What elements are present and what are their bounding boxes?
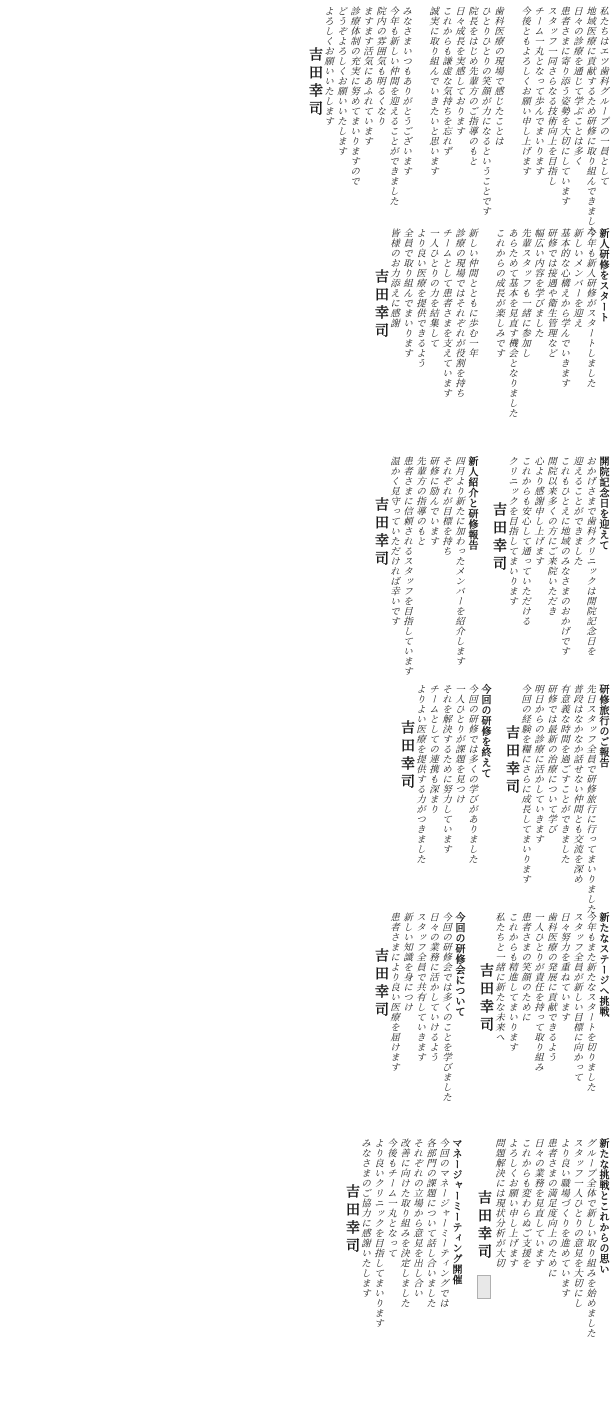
letter-line: クリニックを目指してまいります xyxy=(506,456,517,606)
letter-line: 患者さまの満足度向上のために xyxy=(545,1138,556,1278)
letter-line: どうぞよろしくお願いいたします xyxy=(335,6,346,156)
letter-line: 今回のマネージャーミーティングでは xyxy=(437,1138,448,1308)
letter-6a xyxy=(477,1138,608,1361)
letter-title: 研修旅行のご報告 xyxy=(597,684,608,768)
letter-line: 患者さまの笑顔のために xyxy=(519,912,530,1022)
letter-line: これもひとえに地域のみなさまのおかげです xyxy=(558,456,569,656)
letter-line: 新しいメンバーを迎え xyxy=(571,228,582,328)
letter-line: 先日スタッフ全員で研修旅行に行ってまいりました xyxy=(584,684,595,914)
letter-line: 日々の業務に活かしていけるよう xyxy=(427,912,438,1062)
letter-line: 今年もまた新たなスタートを切りました xyxy=(584,912,595,1092)
letter-title: 今回の研修を終えて xyxy=(479,684,490,779)
letter-line: 歯科医療の現場で感じたことは xyxy=(492,6,503,146)
letter-line: みなさまいつもありがとうございます xyxy=(400,6,411,176)
seal-stamp xyxy=(477,1275,491,1299)
letter-line: 歯科医療の発展に貢献できるよう xyxy=(545,912,556,1062)
letter-line: 先輩スタッフも一緒に参加し xyxy=(519,228,530,358)
letter-line: それぞれが目標を持ち xyxy=(440,456,451,556)
letter-title: 新たなステージへ挑戦 xyxy=(597,912,608,1017)
letter-5a xyxy=(480,912,608,1126)
letter-line: 日々の診療を通じて学ぶことは多く xyxy=(571,6,582,166)
letter-line: 迎えることができました xyxy=(571,456,582,566)
letter-title: 開院記念日を迎えて xyxy=(597,456,608,551)
letter-line: 私たちはエツ歯科グループの一員として xyxy=(597,6,608,186)
signature-text: 吉田幸司 xyxy=(476,1190,492,1263)
letter-line: 日々成長を実感しております xyxy=(453,6,464,136)
letter-line: あらためて基本を見直す機会となりました xyxy=(506,228,517,418)
letter-line: これからも精進してまいります xyxy=(506,912,517,1052)
letter-line: 明日からの診療に活かしていきます xyxy=(532,684,543,844)
signature: 吉田幸司 xyxy=(399,719,415,792)
letter-1b xyxy=(427,6,503,216)
letter-line: それぞれの立場から意見を出し合い xyxy=(411,1138,422,1298)
signature: 吉田幸司 xyxy=(307,46,323,119)
letter-line: 研修では接遇や衛生管理など xyxy=(545,228,556,358)
letter-line: グループ全体で新しい取り組みを始めました xyxy=(584,1138,595,1338)
letter-line: チームとしての連携も深まり xyxy=(427,684,438,814)
letter-line: 今年も新人研修がスタートしました xyxy=(584,228,595,388)
letter-line: 誠実に取り組んでいきたいと思います xyxy=(427,6,438,176)
letter-line: 患者さまに寄り添う姿勢を大切にしています xyxy=(558,6,569,206)
signature xyxy=(477,1138,491,1413)
letter-line: 各部門の課題について話し合いました xyxy=(424,1138,435,1308)
letter-title: 新人紹介と研修報告 xyxy=(466,456,477,551)
letter-line: 患者さまにより良い医療を届けます xyxy=(388,912,399,1072)
letter-line: 日々努力を重ねています xyxy=(558,912,569,1022)
letter-line: より良い医療を提供できるよう xyxy=(414,228,425,368)
letter-5b xyxy=(375,912,464,1126)
letter-line: これからも謙虚な気持ちを忘れず xyxy=(440,6,451,156)
letter-6b xyxy=(346,1138,461,1361)
letter-line: 今後ともよろしくお願い申し上げます xyxy=(519,6,530,176)
letter-line: よろしくお願い申し上げます xyxy=(506,1138,517,1268)
letter-line: ますます活気にあふれています xyxy=(361,6,372,146)
letter-title: 今回の研修会について xyxy=(453,912,464,1017)
letter-line: 日々の業務を見直しています xyxy=(532,1138,543,1268)
letter-line: 今回の経験を糧にさらに成長してまいります xyxy=(519,684,530,884)
letter-line: これからも変わらぬご支援を xyxy=(519,1138,530,1268)
signature: 吉田幸司 xyxy=(344,1184,360,1256)
letter-3b xyxy=(373,456,477,676)
letter-line: 今年も新しい仲間を迎えることができました xyxy=(387,6,398,206)
letter-line: チーム一丸となって歩んでまいります xyxy=(532,6,543,176)
letter-line: よろしくお願いいたします xyxy=(322,6,333,126)
letter-band-1 xyxy=(0,0,614,236)
letter-line: 開院以来多くの方にご来院いただき xyxy=(545,456,556,616)
letter-line: 温かく見守っていただければ幸いです xyxy=(388,456,399,626)
letter-line: みなさまのご協力に感謝いたします xyxy=(359,1138,370,1298)
letter-line: 幅広い内容を学びました xyxy=(532,228,543,338)
letter-2b xyxy=(375,228,477,444)
letter-band-4 xyxy=(0,678,614,914)
letter-line: 新しい知識を身につけ xyxy=(401,912,412,1012)
letter-line: 全員で取り組んでまいります xyxy=(401,228,412,358)
letter-closing: 問題解決には現状分析が大切 xyxy=(493,1138,504,1268)
letter-line: 研修に励んでいます xyxy=(427,456,438,546)
letter-1c xyxy=(309,6,411,216)
letter-line: 一人ひとりの力を結集して xyxy=(427,228,438,348)
letter-line: より良い職場づくりを進めています xyxy=(558,1138,569,1298)
letter-2a xyxy=(493,228,608,444)
letter-line: 普段はなかなか話せない仲間とも交流を深め xyxy=(571,684,582,884)
signature: 吉田幸司 xyxy=(373,268,389,341)
letter-line: 四月より新たに加わったメンバーを紹介します xyxy=(453,456,464,666)
letter-line: ひとりひとりの笑顔が力になるということです xyxy=(479,6,490,216)
letter-4a xyxy=(504,684,608,914)
signature: 吉田幸司 xyxy=(504,724,520,797)
letter-line: より良いクリニックを目指してまいります xyxy=(372,1138,383,1328)
signature: 吉田幸司 xyxy=(373,947,389,1020)
letter-line: 一人ひとりが責任を持って取り組み xyxy=(532,912,543,1072)
letter-line: 今回の研修会では多くのことを学びました xyxy=(440,912,451,1102)
letter-line: チームとして患者さまを支えています xyxy=(440,228,451,398)
letter-line: 診療体制の充実に努めてまいりますので xyxy=(348,6,359,186)
signature: 吉田幸司 xyxy=(373,496,389,569)
letter-line: これからも安心して通っていただける xyxy=(519,456,530,626)
letter-line: これからの成長が楽しみです xyxy=(493,228,504,358)
letter-line: 今回の研修では多くの学びがありました xyxy=(466,684,477,864)
signature: 吉田幸司 xyxy=(491,502,507,574)
letter-1a xyxy=(519,6,608,236)
letter-band-5 xyxy=(0,906,614,1132)
letter-closing: 私たちと一緒に新たな未来へ xyxy=(493,912,504,1042)
signature: 吉田幸司 xyxy=(478,963,494,1036)
letter-line: 基本的な心構えから学んでいきます xyxy=(558,228,569,388)
letter-line: よりよい医療を提供する力がつきました xyxy=(414,684,425,864)
letter-line: 今後もチーム一丸となって xyxy=(385,1138,396,1258)
letter-line: 有意義な時間を過ごすことができました xyxy=(558,684,569,864)
letter-line: スタッフ全員で共有していきます xyxy=(414,912,425,1062)
letter-line: スタッフ一人ひとりの意見を大切にし xyxy=(571,1138,582,1308)
letter-band-3 xyxy=(0,450,614,678)
letter-line: スタッフ全員が新しい目標に向かって xyxy=(571,912,582,1082)
letter-line: 院長をはじめ先輩方のご指導のもと xyxy=(466,6,477,166)
letter-line: 心より感謝申し上げます xyxy=(532,456,543,566)
letter-line: 先輩方の指導のもと xyxy=(414,456,425,546)
letter-title: 新人研修をスタート xyxy=(597,228,608,323)
letter-band-6 xyxy=(0,1132,614,1367)
letter-3a xyxy=(493,456,608,672)
letter-line: 院内の雰囲気も明るくなり xyxy=(374,6,385,126)
letter-4b xyxy=(401,684,490,900)
letter-line: 地域医療に貢献するため研修に取り組んできました xyxy=(584,6,595,236)
letter-line: 改善に向けた取り組みを決定しました xyxy=(398,1138,409,1308)
letter-line: 診療の現場ではそれぞれが役割を持ち xyxy=(453,228,464,398)
letter-band-2 xyxy=(0,222,614,450)
letter-line: 新しい仲間とともに歩む一年 xyxy=(466,228,477,358)
letter-title: 新たな挑戦とこれからの思い xyxy=(597,1138,608,1275)
letter-line: 患者さまに信頼されるスタッフを目指しています xyxy=(401,456,412,676)
letter-line: おかげさまで歯科クリニックは開院記念日を xyxy=(584,456,595,656)
letter-line: 一人ひとりが課題を見つけ xyxy=(453,684,464,804)
letter-line: スタッフ一同さらなる技術向上を目指し xyxy=(545,6,556,186)
letter-line: それを解決するために努力しています xyxy=(440,684,451,854)
letter-line: 研修では最新の治療について学び xyxy=(545,684,556,834)
letter-title: マネージャーミーティング開催 xyxy=(450,1138,461,1285)
letter-closing: 皆様のお力添えに感謝 xyxy=(388,228,399,328)
